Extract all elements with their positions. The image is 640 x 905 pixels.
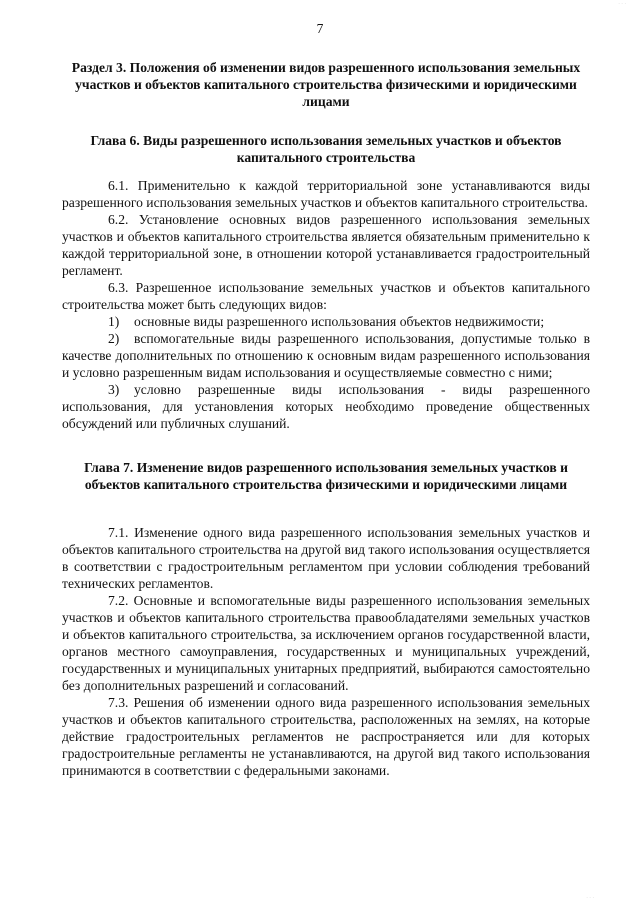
paragraph-6-2: 6.2. Установление основных видов разрешенного использования земельных участков и объектов капитального строительства является обязательным применительно к каждой территориальной зоне, в отношении которой устанавливается градостроительный регламент. xyxy=(62,212,590,278)
document-body xyxy=(62,44,590,779)
section-heading: Раздел 3. Положения об изменении видов разрешенного использования земельных участков и объектов капитального строительства физическими и юридическими лицами xyxy=(71,60,581,109)
list-item-1 xyxy=(62,313,590,330)
paragraph-6-3: 6.3. Разрешенное использование земельных участков и объектов капитального строительства может быть следующих видов: xyxy=(62,280,590,312)
scan-artifact-top: · · · xyxy=(618,1,626,7)
list-item-text: вспомогательные виды разрешенного использования, допустимые только в качестве дополнительных по отношению к основным видам разрешенного использования и условно разрешенным видам использования и осуществляемые совместно с ними; xyxy=(62,331,590,380)
list-item-number: 1) xyxy=(108,314,120,329)
list-item-3 xyxy=(62,381,590,432)
paragraph-7-1: 7.1. Изменение одного вида разрешенного использования земельных участков и объектов капитального строительства на другой вид такого использования осуществляется в соответствии с градостроительным регламентом при условии соблюдения требований технических регламентов. xyxy=(62,525,590,591)
page-number: 7 xyxy=(316,21,324,36)
scan-artifact-bottom: · · · xyxy=(586,895,594,901)
paragraph-7-3: 7.3. Решения об изменении одного вида разрешенного использования земельных участков и объектов капитального строительства, расположенных на землях, на которые действие градостроительных регламентов не распространяется или для которых градостроительные регламенты не устанавливаются, на другой вид такого использования принимаются в соответствии с федеральными законами. xyxy=(62,695,590,778)
paragraph-7-2: 7.2. Основные и вспомогательные виды разрешенного использования земельных участков и объектов капитального строительства правообладателями земельных участков и объектов капитального строительства, за исключением органов государственной власти, органов местного самоуправления, государственных и муниципальных учреждений, государственных и муниципальных унитарных предприятий, выбираются самостоятельно без дополнительных разрешений и согласований. xyxy=(62,593,590,693)
list-item-text: основные виды разрешенного использования объектов недвижимости; xyxy=(134,314,545,329)
list-item-2 xyxy=(62,330,590,381)
paragraph-6-1: 6.1. Применительно к каждой территориальной зоне устанавливаются виды разрешенного использования земельных участков и объектов капитального строительства. xyxy=(62,178,590,210)
list-item-text: условно разрешенные виды использования - виды разрешенного использования, для установления которых необходимо проведение общественных обсуждений или публичных слушаний. xyxy=(62,382,590,431)
list-item-number: 2) xyxy=(108,331,120,346)
chapter-6-heading: Глава 6. Виды разрешенного использования земельных участков и объектов капитального строительства xyxy=(90,133,562,165)
chapter-7-heading: Глава 7. Изменение видов разрешенного использования земельных участков и объектов капитального строительства физическими и юридическими лицами xyxy=(84,460,568,492)
list-item-number: 3) xyxy=(108,382,120,397)
